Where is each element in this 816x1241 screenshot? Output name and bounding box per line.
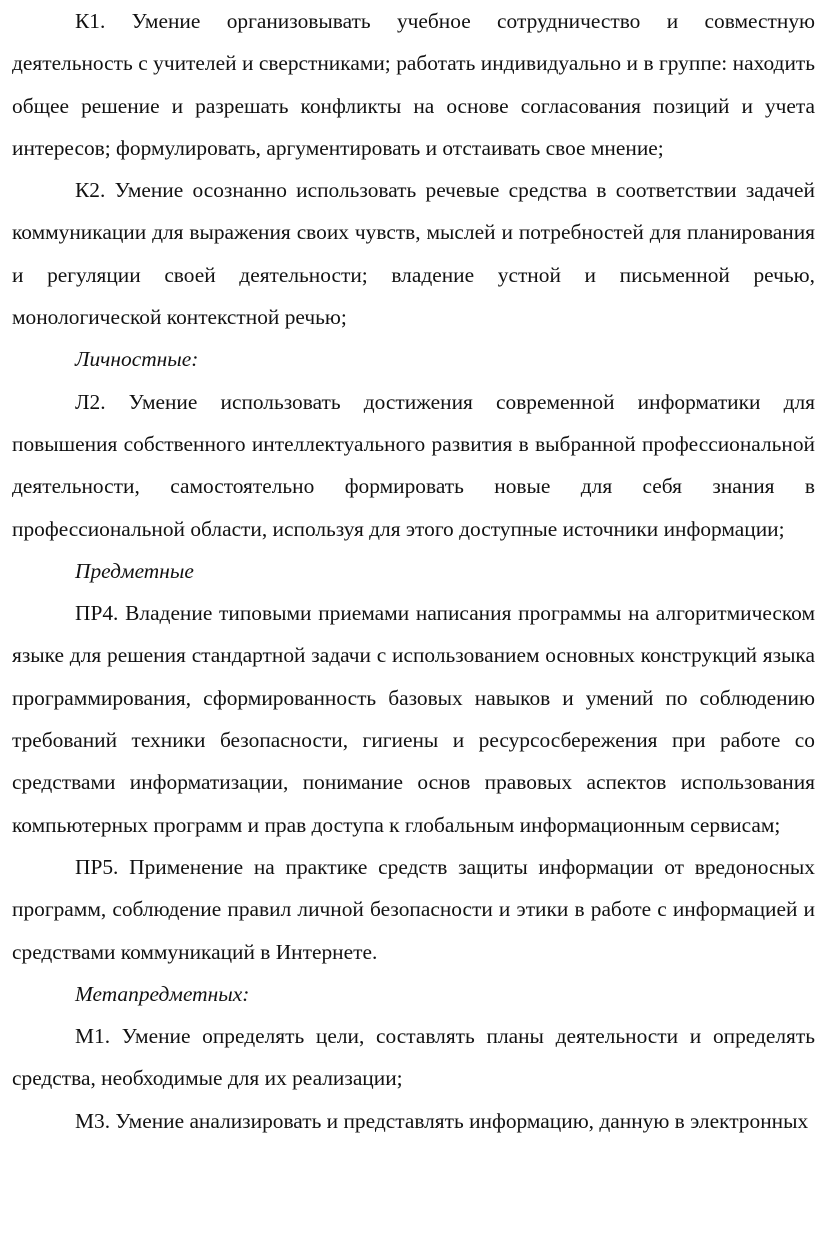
paragraph-k2: К2. Умение осознанно использовать речевые средства в соответствии задачей коммуникации для выражения своих чувств, мыслей и потребностей для планирования и регуляции своей деятельности; владение устной и письменной речью, монологической контекстной речью; <box>12 178 815 330</box>
paragraph-k1: К1. Умение организовывать учебное сотрудничество и совместную деятельность с учителей и сверстниками; работать индивидуально и в группе: находить общее решение и разрешать конфликты на основе согласования позиций и учета интересов; формулировать, аргументировать и отстаивать свое мнение; <box>12 9 815 160</box>
paragraph-l2: Л2. Умение использовать достижения современной информатики для повышения собственного интеллектуального развития в выбранной профессиональной деятельности, самостоятельно формировать новые для себя знания в профессиональной области, используя для этого доступные источники информации; <box>12 389 815 541</box>
heading-subject: Предметные <box>75 558 194 583</box>
paragraph-pr4: ПР4. Владение типовыми приемами написания программы на алгоритмическом языке для решения стандартной задачи с использованием основных конструкций языка программирования, сформированность базовых навыков и умений по соблюдению требований техники безопасности, гигиены и ресурсосбережения при работе со средствами информатизации, понимание основ правовых аспектов использования компьютерных программ и прав доступа к глобальным информационным сервисам; <box>12 601 815 837</box>
paragraph-pr5: ПР5. Применение на практике средств защиты информации от вредоносных программ, соблюдение правил личной безопасности и этики в работе с информацией и средствами коммуникаций в Интернете. <box>12 854 815 964</box>
heading-personal: Личностные: <box>75 347 199 372</box>
paragraph-m3: М3. Умение анализировать и представлять информацию, данную в электронных <box>75 1108 809 1133</box>
document-page <box>12 0 815 1142</box>
heading-meta: Метапредметных: <box>75 981 250 1006</box>
paragraph-m1: М1. Умение определять цели, составлять планы деятельности и определять средства, необходимые для их реализации; <box>12 1024 815 1091</box>
